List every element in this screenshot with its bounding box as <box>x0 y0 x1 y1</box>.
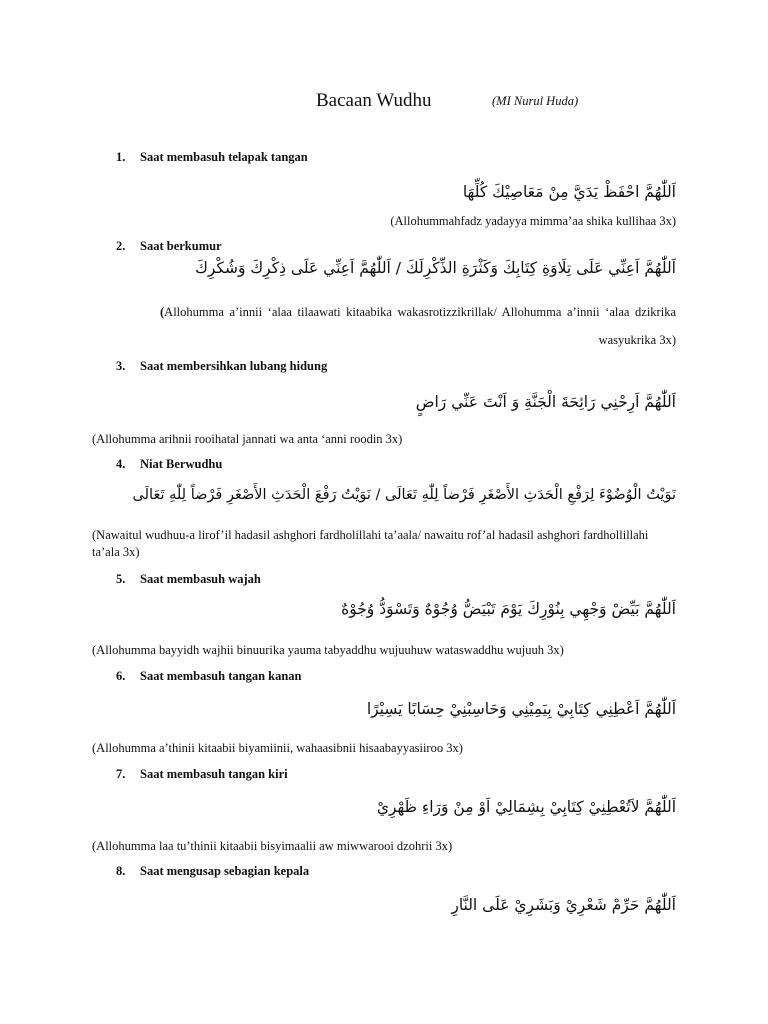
item-heading <box>116 457 222 472</box>
arabic-prayer: اَللّٰهُمَّ لاَتُعْطِنِيْ كِتَابِيْ بِشِمَالِيْ اَوْ مِنْ وَرَاءِ ظَهْرِيْ <box>376 798 676 816</box>
page-subtitle: (MI Nurul Huda) <box>492 94 579 108</box>
item-heading <box>116 864 309 879</box>
transliteration <box>160 298 676 354</box>
item-heading <box>116 150 308 165</box>
item-heading <box>116 572 261 587</box>
item-number: 7. <box>116 767 126 781</box>
item-heading <box>116 359 327 374</box>
transliteration-lead: ( <box>160 305 165 319</box>
item-number: 8. <box>116 864 126 878</box>
item-number: 3. <box>116 359 126 373</box>
item-heading-text: Saat berkumur <box>140 239 222 253</box>
arabic-prayer: اَللّٰهُمَّ اَرِحْنِي رَائِحَةَ الْجَنَّةِ وَ اَنْتَ عَنِّي رَاضٍ <box>415 393 676 411</box>
transliteration: (Allohumma laa tu’thinii kitaabii bisyimaalii aw miwwarooi dzohrii 3x) <box>92 839 453 853</box>
arabic-prayer: اَللّٰهُمَّ اَعِنِّي عَلَى تِلَاوَةِ كِتَابِكَ وَكَثْرَةِ الذِّكْرِلَكَ / اَللّٰهُمَّ اَعِنِّي عَلَى ذِكْرِكَ وَشُكْرِكَ <box>195 259 676 277</box>
item-heading-text: Saat membasuh wajah <box>140 572 261 586</box>
item-number: 1. <box>116 150 126 164</box>
arabic-prayer: اَللّٰهُمَّ حَرِّمْ شَعْرِيْ وَبَشَرِيْ عَلَى النَّارِ <box>451 896 676 914</box>
item-number: 2. <box>116 239 126 253</box>
arabic-prayer: اَللّٰهُمَّ احْفَظْ يَدَيَّ مِنْ مَعَاصِيْكَ كُلِّهَا <box>462 183 676 201</box>
item-heading-text: Saat membasuh tangan kiri <box>140 767 288 781</box>
item-heading-text: Saat membersihkan lubang hidung <box>140 359 328 373</box>
arabic-prayer: نَوَيْتُ الْوُضُوْءَ لِرَفْعِ الْحَدَثِ الأَصْغَرِ فَرْضاً لِلّٰهِ تَعَالَى / نَوَيْتُ رَفْعَ الْحَدَثِ الأَصْغَرِ فَرْضاً لِلّٰهِ تَعَالَى <box>132 487 676 503</box>
item-heading <box>116 669 302 684</box>
page-title: Bacaan Wudhu <box>316 90 432 111</box>
transliteration: (Allohumma bayyidh wajhii binuurika yauma tabyaddhu wujuuhuw wataswaddhu wujuuh 3x) <box>92 643 564 657</box>
item-heading-text: Saat mengusap sebagian kepala <box>140 864 310 878</box>
item-heading-text: Saat membasuh telapak tangan <box>140 150 308 164</box>
transliteration: (Allohumma arihnii rooihatal jannati wa anta ‘anni roodin 3x) <box>92 432 403 446</box>
item-number: 5. <box>116 572 126 586</box>
item-number: 4. <box>116 457 126 471</box>
item-heading <box>116 767 288 782</box>
item-heading-text: Saat membasuh tangan kanan <box>140 669 302 683</box>
transliteration: (Allohumma a’thinii kitaabii biyamiinii, wahaasibnii hisaabayyasiiroo 3x) <box>92 741 463 755</box>
transliteration: (Allohummahfadz yadayya mimma’aa shika kullihaa 3x) <box>390 214 676 228</box>
arabic-prayer: اَللّٰهُمَّ اَعْطِنِي كِتَابِيْ بِيَمِيْنِي وَحَاسِبْنِيْ حِسَابًا يَسِيْرًا <box>366 700 676 718</box>
arabic-prayer: اَللّٰهُمَّ بَيِّضْ وَجْهِي بِنُوْرِكَ يَوْمَ تَبْيَضُّ وُجُوْهٌ وَتَسْوَدُّ وُجُوْهٌ <box>341 600 676 618</box>
item-heading <box>116 239 222 254</box>
item-number: 6. <box>116 669 126 683</box>
transliteration: (Nawaitul wudhuu-a lirof’il hadasil ashghori fardholillahi ta’aala/ nawaitu rof’al hadasil ashghori fardhollillahi ta’ala 3x) <box>92 528 649 559</box>
transliteration-text: Allohumma a’innii ‘alaa tilaawati kitaabika wakasrotizzikrillak/ Allohumma a’innii ‘alaa dzikrika wasyukrika 3x) <box>164 305 676 347</box>
title-row <box>0 90 768 116</box>
item-heading-text: Niat Berwudhu <box>140 457 223 471</box>
